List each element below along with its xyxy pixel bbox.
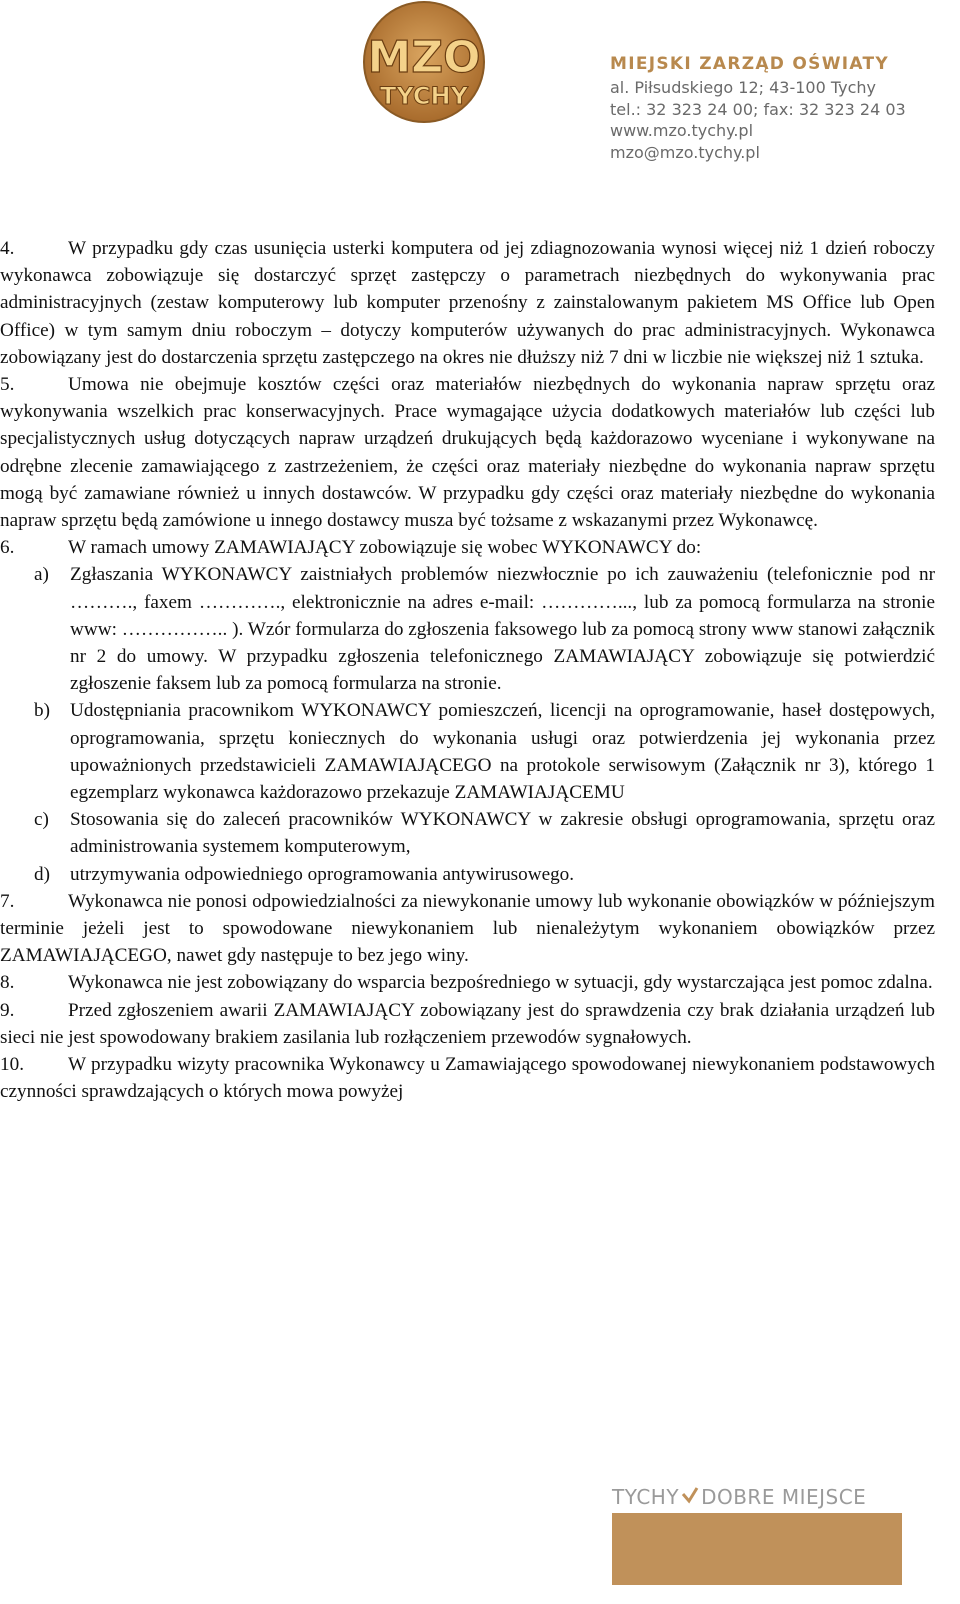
organization-phone: tel.: 32 323 24 00; fax: 32 323 24 03 (610, 99, 906, 119)
list-item-text: Udostępniania pracownikom WYKONAWCY pomieszczeń, licencji na oprogramowanie, haseł dostępowych, oprogramowania, sprzętu koniecznych do wykonania usługi oraz potwierdzenia jej wykonania przez upoważnionych przedstawicieli ZAMAWIAJĄCEGO na protokole serwisowym (Załącznik nr 3), którego 1 egzemplarz wykonawca każdorazowo przekazuje ZAMAWIAJĄCEMU (70, 700, 935, 804)
paragraph-5 (0, 371, 935, 534)
footer-branding (612, 1485, 902, 1585)
organization-address: al. Piłsudskiego 12; 43-100 Tychy (610, 78, 877, 97)
paragraph-number: 7. (0, 890, 15, 912)
paragraph-number: 4. (0, 238, 15, 259)
svg-text:MZO: MZO (367, 32, 481, 83)
list-marker: d) (34, 863, 50, 885)
paragraph-number: 9. (0, 999, 15, 1021)
list-marker: b) (34, 700, 50, 722)
city-slogan (612, 1485, 902, 1509)
list-item-text: utrzymywania odpowiedniego oprogramowania antywirusowego. (70, 863, 575, 885)
document-body (0, 235, 935, 1106)
paragraph-10 (0, 1051, 935, 1105)
obligations-list (0, 561, 935, 887)
list-marker: a) (34, 564, 49, 586)
paragraph-text: Przed zgłoszeniem awarii ZAMAWIAJĄCY zobowiązany jest do sprawdzenia czy brak działania urządzeń lub sieci nie jest spowodowany brakiem zasilania lub rozłączeniem przewodów sygnałowych. (0, 999, 935, 1048)
paragraph-text: W przypadku wizyty pracownika Wykonawcy u Zamawiającego spowodowanej niewykonaniem podstawowych czynności sprawdzających o których mowa powyżej (0, 1054, 935, 1103)
paragraph-text: Umowa nie obejmuje kosztów części oraz materiałów niezbędnych do wykonania napraw sprzętu oraz wykonywania wszelkich prac konserwacyjnych. Prace wymagające użycia dodatkowych materiałów lub części lub specjalistycznych usług dotyczących napraw urządzeń drukujących będą każdorazowo wyceniane i wykonywane na odrębne zlecenie zamawiającego z zastrzeżeniem, że części oraz materiały niezbędne do wykonania napraw sprzętu mogą być zamawiane również u innych dostawców. W przypadku gdy części oraz materiały niezbędne do wykonania napraw sprzętu będą zamówione u innego dostawcy musza być tożsame z wskazanymi przez Wykonawcę. (0, 374, 935, 532)
slogan-left: TYCHY (612, 1485, 680, 1509)
paragraph-text: Wykonawca nie jest zobowiązany do wsparcia bezpośredniego w sytuacji, gdy wystarczająca jest pomoc zdalna. (68, 972, 933, 994)
list-item-text: Zgłaszania WYKONAWCY zaistniałych problemów niezwłocznie po ich zauważeniu (telefonicznie pod nr ………., faxem …………., elektronicznie na adres e-mail: …………..., lub za pomocą formularza na stronie www: …………….. ). Wzór formularza do zgłoszenia faksowego lub za pomocą strony www stanowi załącznik nr 2 do umowy. W przypadku zgłoszenia telefonicznego ZAMAWIAJĄCY zobowiązuje się potwierdzić zgłoszenie faksem lub za pomocą formularza na stronie. (70, 564, 935, 695)
paragraph-6 (0, 534, 935, 561)
paragraph-number: 8. (0, 972, 15, 994)
organization-email[interactable]: mzo@mzo.tychy.pl (610, 142, 760, 162)
brand-color-bar (612, 1513, 902, 1585)
checkmark-icon (681, 1485, 699, 1509)
paragraph-number: 6. (0, 537, 15, 559)
paragraph-7 (0, 888, 935, 970)
paragraph-8 (0, 969, 935, 996)
organization-name: MIEJSKI ZARZĄD OŚWIATY (610, 54, 890, 74)
slogan-right: DOBRE MIEJSCE (701, 1485, 867, 1509)
list-item (0, 561, 935, 697)
mzo-tychy-logo (350, 0, 498, 124)
organization-website[interactable]: www.mzo.tychy.pl (610, 121, 754, 140)
list-item (0, 697, 935, 806)
paragraph-text: W przypadku gdy czas usunięcia usterki komputera od jej zdiagnozowania wynosi więcej niż 1 dzień roboczy wykonawca zobowiązuje się dostarczyć sprzęt zastępczy o parametrach niezbędnych do wykonywania prac administracyjnych (zestaw komputerowy lub komputer przenośny z zainstalowanym pakietem MS Office lub Open Office) w tym samym dniu roboczym – dotyczy komputerów używanych do prac administracyjnych. Wykonawca zobowiązany jest do dostarczenia sprzętu zastępczego na okres nie dłuższy niż 7 dni w liczbie nie większej niż 1 sztuka. (0, 238, 935, 368)
svg-text:TYCHY: TYCHY (380, 82, 468, 110)
list-marker: c) (34, 809, 49, 831)
paragraph-4 (0, 235, 935, 371)
organization-info (610, 54, 906, 163)
list-item (0, 861, 935, 888)
list-item (0, 806, 935, 860)
list-item-text: Stosowania się do zaleceń pracowników WYKONAWCY w zakresie obsługi oprogramowania, sprzętu oraz administrowania systemem komputerowym, (70, 809, 935, 858)
paragraph-number: 5. (0, 374, 15, 396)
paragraph-number: 10. (0, 1054, 24, 1076)
paragraph-9 (0, 997, 935, 1051)
paragraph-text: Wykonawca nie ponosi odpowiedzialności za niewykonanie umowy lub wykonanie obowiązków w późniejszym terminie jeżeli jest to spowodowane niewykonaniem lub nienależytym wykonaniem obowiązków przez ZAMAWIAJĄCEGO, nawet gdy następuje to bez jego winy. (0, 890, 935, 967)
letterhead (0, 0, 960, 200)
paragraph-text: W ramach umowy ZAMAWIAJĄCY zobowiązuje się wobec WYKONAWCY do: (68, 537, 702, 559)
